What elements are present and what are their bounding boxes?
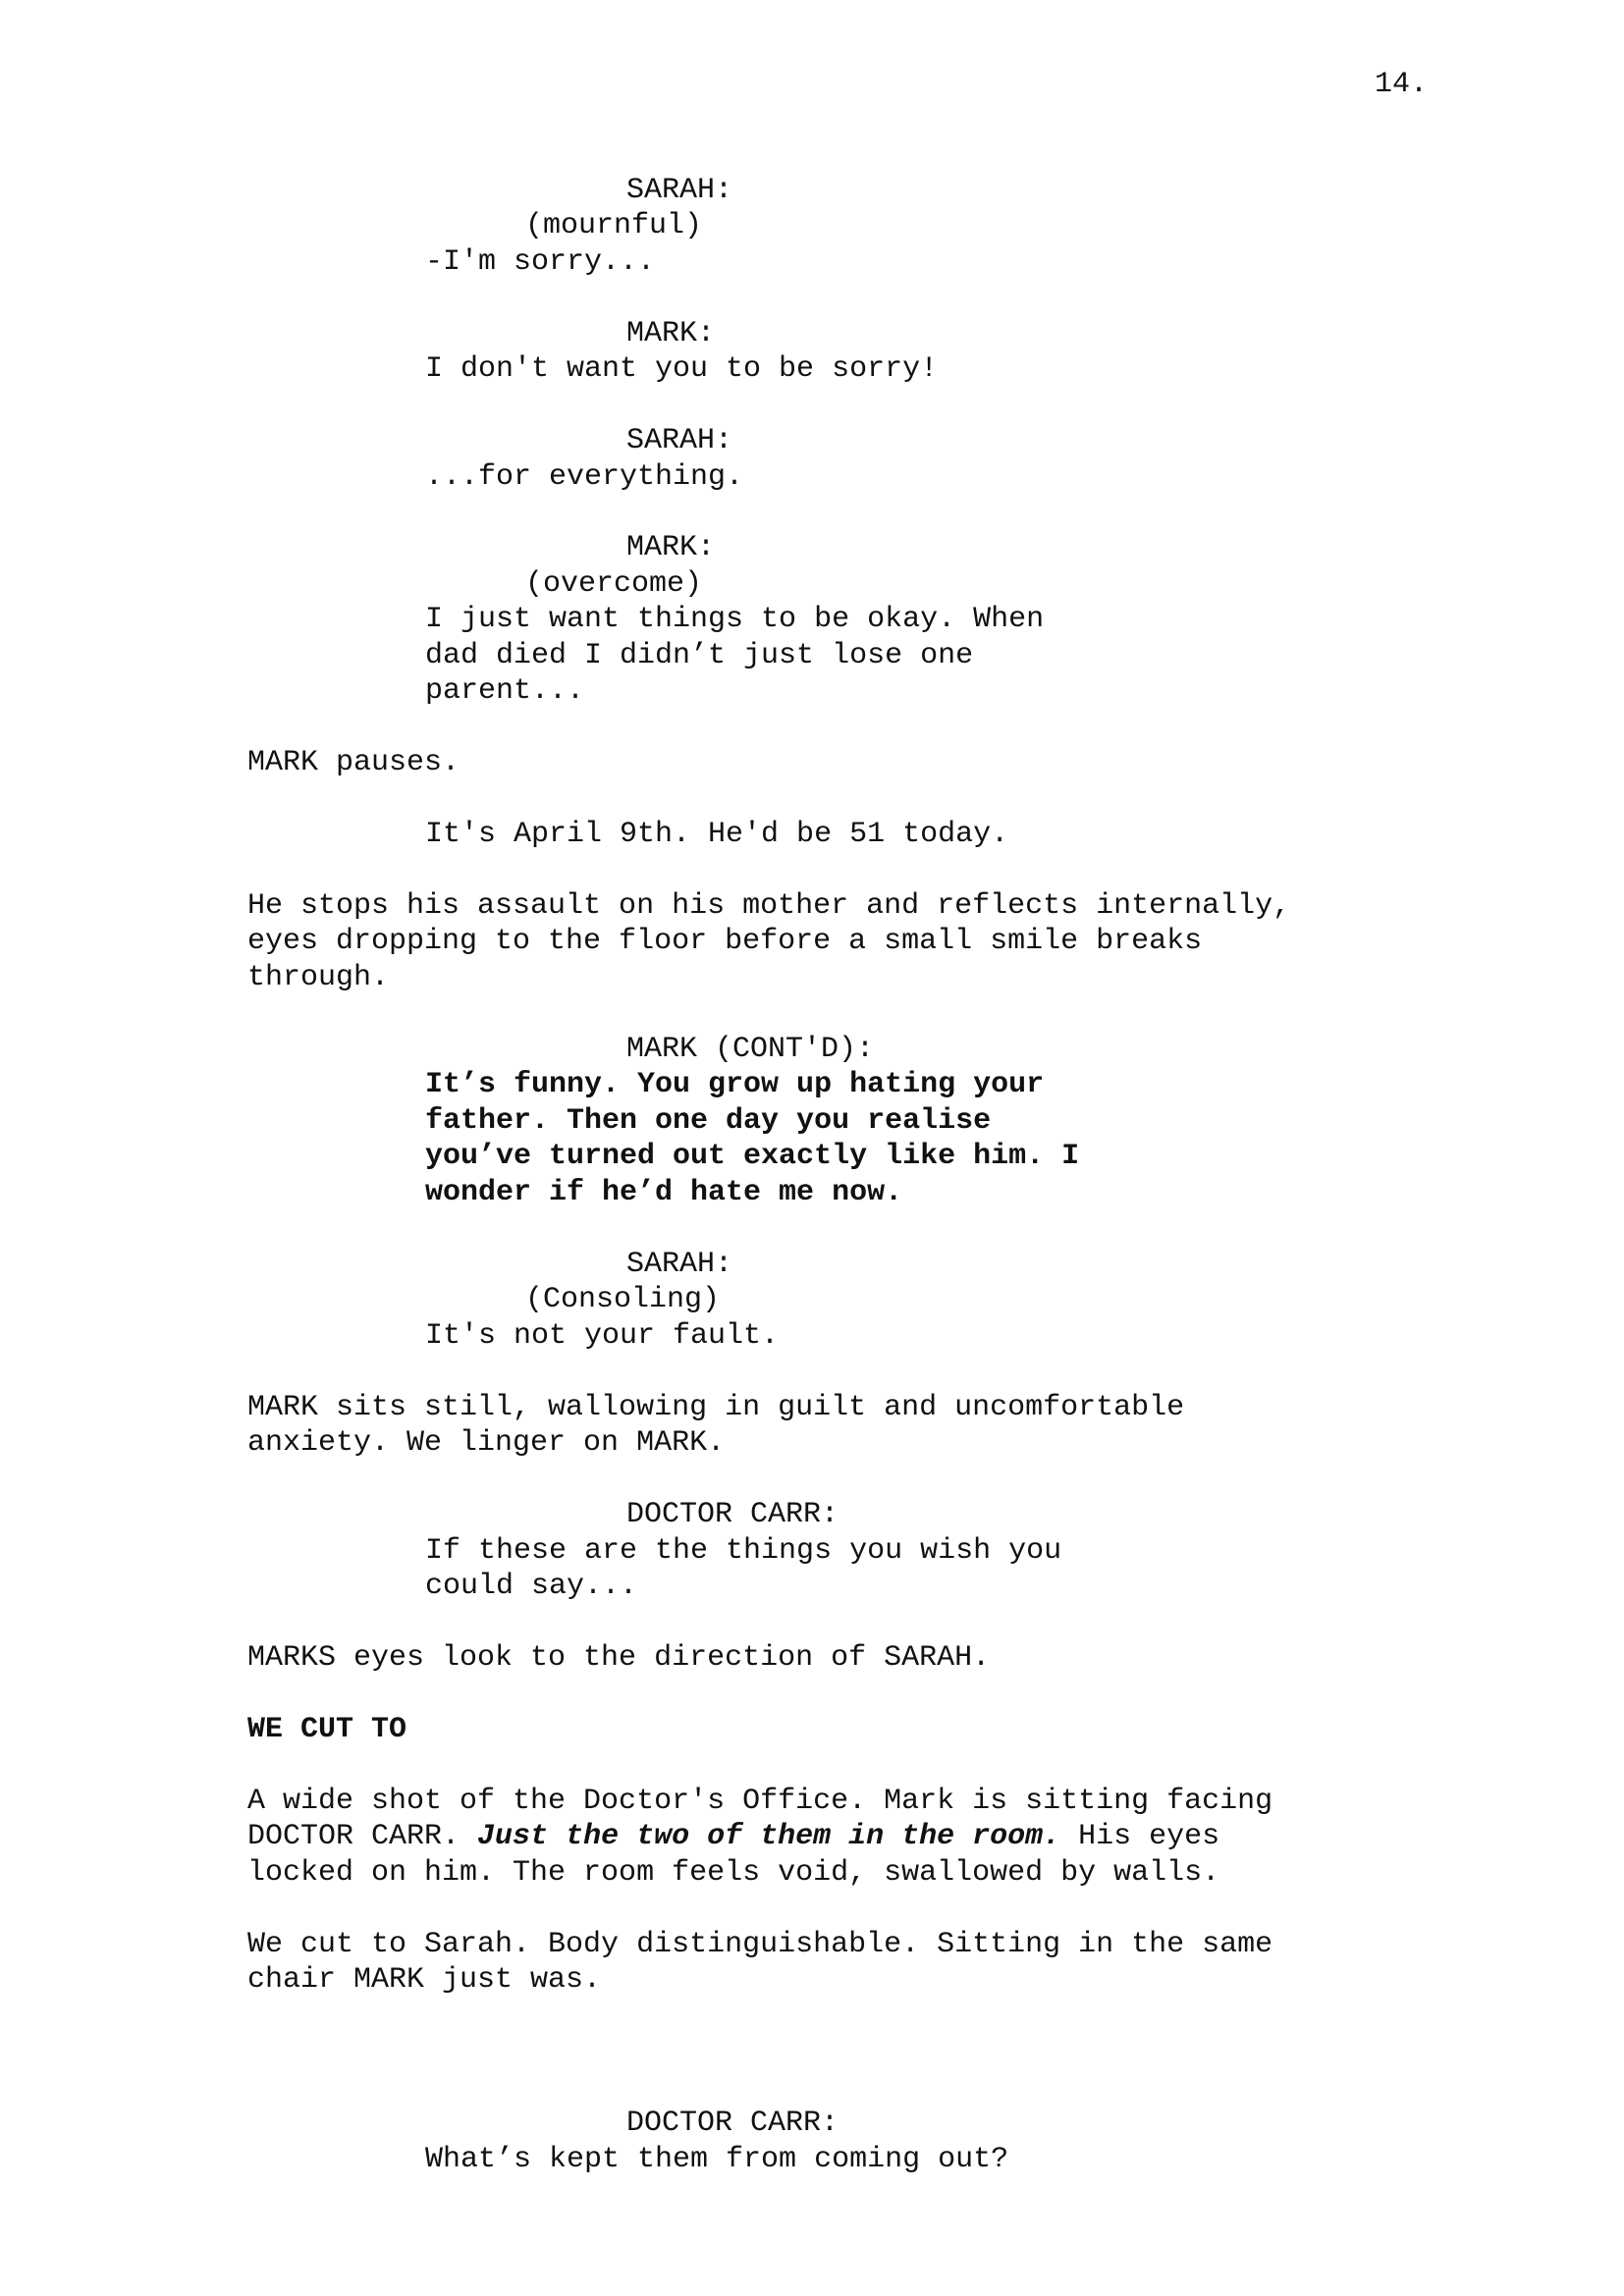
transition: WE CUT TO [247,1713,407,1746]
dialogue-line: ...for everything. [425,460,744,494]
character-cue-mark: MARK (CONT'D): [626,1033,875,1066]
character-cue-sarah: SARAH: [626,424,733,457]
parenthetical: (Consoling) [525,1283,721,1316]
character-cue-mark: MARK: [626,531,716,564]
parenthetical: (mournful) [525,209,703,242]
dialogue-line-bold: you’ve turned out exactly like him. I [425,1140,1080,1173]
dialogue-line: It's not your fault. [425,1319,780,1353]
action-line: A wide shot of the Doctor's Office. Mark is sitting facing [247,1785,1273,1818]
action-line: He stops his assault on his mother and reflects internally, [247,889,1291,923]
character-cue-doctor: DOCTOR CARR: [626,1498,839,1531]
dialogue-line: could say... [425,1570,638,1603]
action-line: We cut to Sarah. Body distinguishable. Sitting in the same [247,1928,1273,1961]
dialogue-line: parent... [425,674,585,708]
dialogue-line: It's April 9th. He'd be 51 today. [425,818,1009,851]
action-text: His eyes [1060,1820,1220,1853]
action-line: through. [247,961,390,994]
page-number: 14. [1375,68,1429,101]
action-line-mixed [247,1819,1219,1854]
character-cue-doctor: DOCTOR CARR: [626,2107,839,2140]
dialogue-line: I don't want you to be sorry! [425,352,939,386]
action-line: MARK pauses. [247,746,460,779]
dialogue-line: dad died I didn’t just lose one [425,639,974,672]
action-line: anxiety. We linger on MARK. [247,1426,726,1460]
action-line: eyes dropping to the floor before a small smile breaks [247,925,1203,958]
dialogue-line-bold: father. Then one day you realise [425,1104,992,1138]
parenthetical: (overcome) [525,567,703,601]
action-line: chair MARK just was. [247,1963,602,1997]
dialogue-line: If these are the things you wish you [425,1534,1062,1568]
character-cue-mark: MARK: [626,317,716,350]
action-emphasis: Just the two of them in the room. [477,1820,1061,1853]
dialogue-line-bold: It’s funny. You grow up hating your [425,1068,1045,1101]
character-cue-sarah: SARAH: [626,1248,733,1281]
dialogue-line: I just want things to be okay. When [425,603,1045,636]
dialogue-line-bold: wonder if he’d hate me now. [425,1176,903,1209]
action-line: MARKS eyes look to the direction of SARAH. [247,1641,991,1675]
action-line: locked on him. The room feels void, swallowed by walls. [247,1856,1220,1890]
action-line: MARK sits still, wallowing in guilt and uncomfortable [247,1391,1185,1424]
dialogue-line: What’s kept them from coming out? [425,2143,1009,2176]
character-cue-sarah: SARAH: [626,174,733,207]
action-text: DOCTOR CARR. [247,1820,478,1853]
dialogue-line: -I'm sorry... [425,245,656,279]
